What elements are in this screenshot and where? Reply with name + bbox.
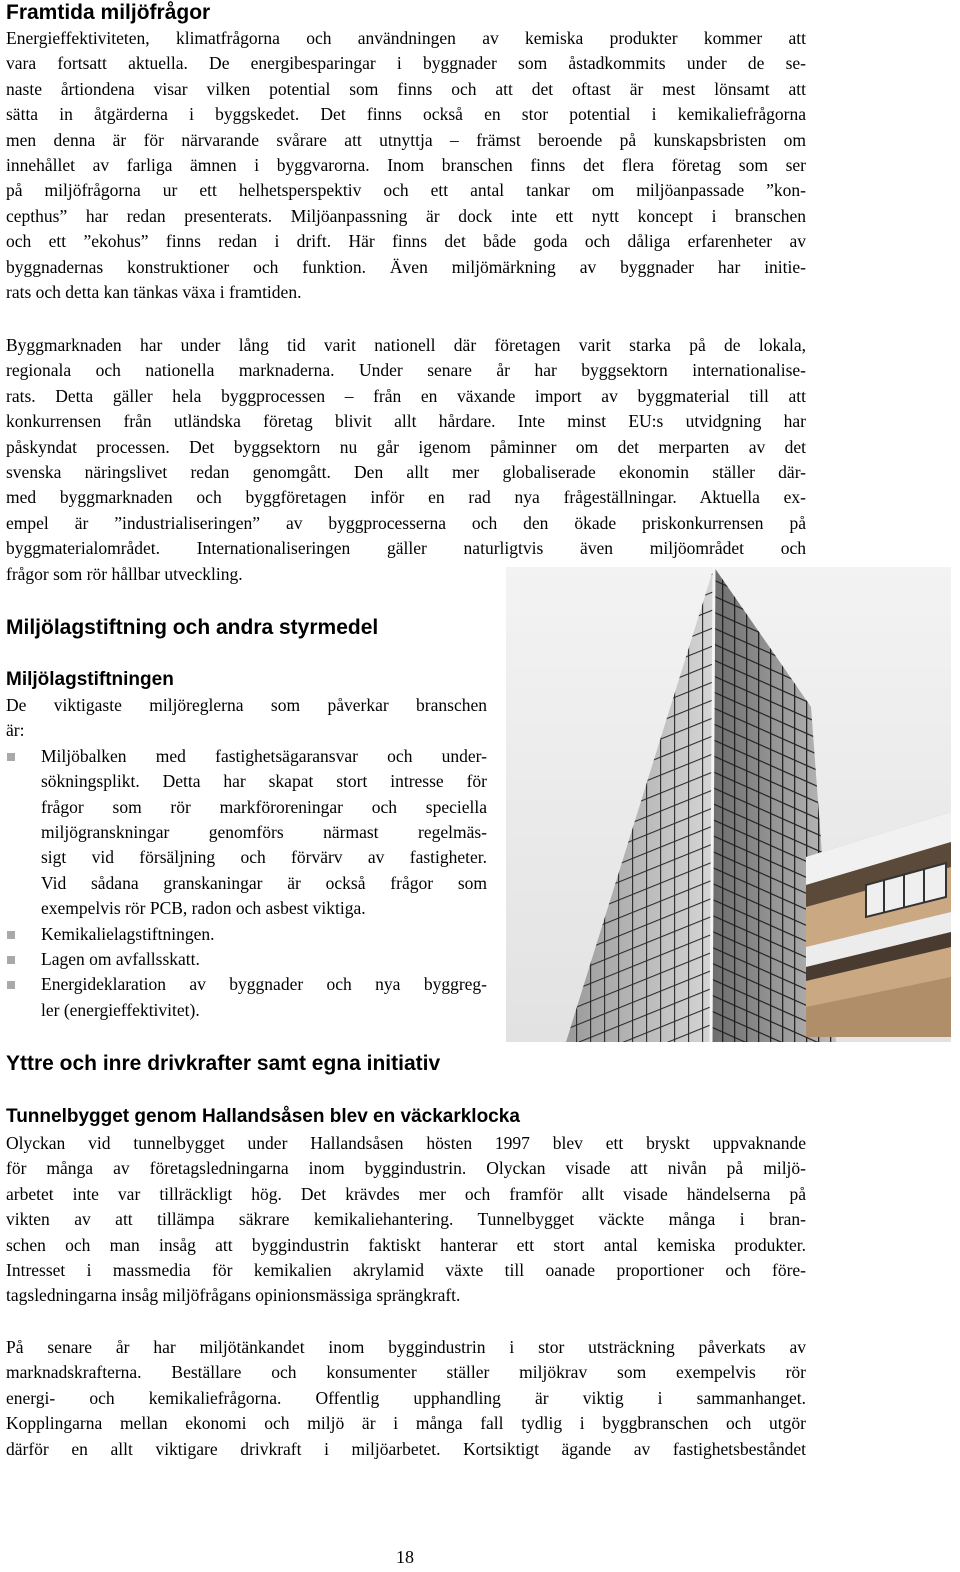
text-line: sigt vid försäljning och förvärv av fastigheter. bbox=[41, 847, 487, 868]
list-item bbox=[6, 972, 487, 1023]
text-line: och ett ”ekohus” finns redan i drift. Här finns det både goda och dåliga erfarenheter av bbox=[6, 231, 806, 252]
text-line: regionala och nationella marknaderna. Under senare år har byggsektorn internationalise- bbox=[6, 360, 806, 381]
square-bullet-icon bbox=[7, 981, 15, 989]
regulation-list bbox=[6, 744, 487, 1023]
text-line: rats. Detta gäller hela byggprocessen – från en växande import av byggmaterial till att bbox=[6, 385, 806, 406]
text-line: Byggmarknaden har under lång tid varit nationell där företagen varit starka på de lokala, bbox=[6, 335, 806, 355]
text-line: Energieffektiviteten, klimatfrågorna och användningen av kemiska produkter kommer att bbox=[6, 28, 806, 48]
heading-drivkrafter: Yttre och inre drivkrafter samt egna initiativ bbox=[6, 1052, 441, 1075]
text-line: Kemikalielagstiftningen. bbox=[41, 923, 215, 944]
text-line: Miljöbalken med fastighetsägaransvar och under- bbox=[41, 745, 487, 766]
text-line: sökningsplikt. Detta har skapat stort intresse för bbox=[41, 771, 487, 792]
paragraph-drivkrafter-1 bbox=[6, 1131, 806, 1309]
text-line: frågor som rör hållbar utveckling. bbox=[6, 563, 243, 584]
text-line: naste årtiondena visar vilken potential som finns och att det oftast är mest lönsamt att bbox=[6, 78, 806, 99]
subheading-miljolagstiftningen: Miljölagstiftningen bbox=[6, 669, 174, 690]
text-line: miljögranskningar genomförs närmast regelmäs- bbox=[41, 822, 487, 843]
text-line: rats och detta kan tänkas växa i framtiden. bbox=[6, 282, 302, 303]
text-line: byggnadernas konstruktioner och funktion. Även miljömärkning av byggnader har initie- bbox=[6, 256, 806, 277]
paragraph-drivkrafter-2 bbox=[6, 1335, 806, 1462]
text-line: byggmaterialområdet. Internationaliseringen gäller naturligtvis även miljöområdet och bbox=[6, 538, 806, 559]
text-line: svenska näringslivet redan genomgått. Den allt mer globaliserade ekonomin ställer där- bbox=[6, 462, 806, 483]
square-bullet-icon bbox=[7, 753, 15, 761]
text-line: sätta in åtgärderna i byggskedet. Det finns också en stor potential i kemikaliefrågorna bbox=[6, 104, 806, 125]
text-line: Intresset i massmedia för kemikalien akrylamid växte till oanade proportioner och före- bbox=[6, 1260, 806, 1281]
text-line: innehållet av farliga ämnen i byggvarorna. Inom branschen finns det flera företag som ser bbox=[6, 155, 806, 176]
subheading-tunnelbygget: Tunnelbygget genom Hallandsåsen blev en väckarklocka bbox=[6, 1106, 520, 1127]
text-line: arbetet inte var tillräckligt hög. Det krävdes mer och framför allt visade händelserna på bbox=[6, 1183, 806, 1204]
text-line: Energideklaration av byggnader och nya byggreg- bbox=[41, 974, 487, 995]
text-line: är: bbox=[6, 720, 25, 741]
text-line: för många av företagsledningarna inom byggindustrin. Olyckan visade att nivån på miljö- bbox=[6, 1158, 806, 1179]
list-item bbox=[6, 922, 487, 947]
text-line: schen och man insåg att byggindustrin faktiskt hanterar ett stort antal kemiska produkter. bbox=[6, 1234, 806, 1255]
text-line: vara fortsatt aktuella. De energibesparingar i byggnader som åstadkommits under de se- bbox=[6, 53, 806, 74]
text-line: energi- och kemikaliefrågorna. Offentlig upphandling är viktig i sammanhanget. bbox=[6, 1387, 806, 1408]
heading-framtida: Framtida miljöfrågor bbox=[6, 1, 211, 24]
paragraph-framtida-2 bbox=[6, 333, 806, 587]
text-line: ler (energieffektivitet). bbox=[41, 999, 200, 1020]
heading-miljolagstiftning: Miljölagstiftning och andra styrmedel bbox=[6, 616, 379, 639]
paragraph-framtida-1 bbox=[6, 26, 806, 305]
paragraph-miljolag bbox=[6, 693, 487, 1023]
text-line: De viktigaste miljöreglerna som påverkar branschen bbox=[6, 695, 487, 715]
text-line: men denna är för närvarande svårare att utnyttja – främst beroende på kunskapsbristen om bbox=[6, 129, 806, 150]
text-line: cepthus” har redan presenterats. Miljöanpassning är dock inte ett nytt koncept i branschen bbox=[6, 205, 806, 226]
text-line: påskyndat processen. Det byggsektorn nu går igenom påminner om det merparten av det bbox=[6, 436, 806, 457]
text-line: vikten av att tillämpa säkrare kemikaliehantering. Tunnelbygget väckte många i bran- bbox=[6, 1209, 806, 1230]
text-line: därför en allt viktigare drivkraft i miljöarbetet. Kortsiktigt ägande av fastighetsbeståndet bbox=[6, 1438, 806, 1459]
text-line: Vid sådana granskaningar är också frågor som bbox=[41, 872, 487, 893]
square-bullet-icon bbox=[7, 956, 15, 964]
text-line: Olyckan vid tunnelbygget under Hallandsåsen hösten 1997 blev ett bryskt uppvaknande bbox=[6, 1133, 806, 1153]
text-line: frågor som rör markföroreningar och speciella bbox=[41, 796, 487, 817]
text-line: på miljöfrågorna ur ett helhetsperspektiv och ett antal tankar om miljöanpassade ”kon- bbox=[6, 180, 806, 201]
text-line: empel är ”industrialiseringen” av byggprocesserna och den ökade priskonkurrensen på bbox=[6, 512, 806, 533]
list-item bbox=[6, 947, 487, 972]
text-line: konkurrensen från utländska företag blivit allt hårdare. Inte minst EU:s utvidgning har bbox=[6, 411, 806, 432]
text-line: exempelvis rör PCB, radon och asbest viktiga. bbox=[41, 898, 366, 919]
text-line: Kopplingarna mellan ekonomi och miljö är i många fall tydlig i byggbranschen och utgör bbox=[6, 1413, 806, 1434]
text-line: På senare år har miljötänkandet inom byggindustrin i stor utsträckning påverkats av bbox=[6, 1337, 806, 1357]
page-number: 18 bbox=[396, 1547, 414, 1567]
text-line: tagsledningarna insåg miljöfrågans opinionsmässiga sprängkraft. bbox=[6, 1285, 461, 1306]
text-line: Lagen om avfallsskatt. bbox=[41, 949, 200, 970]
text-line: marknadskrafterna. Beställare och konsumenter ställer miljökrav som exempelvis rör bbox=[6, 1362, 806, 1383]
text-line: med byggmarknaden och byggföretagen inför en rad nya frågeställningar. Aktuella ex- bbox=[6, 487, 806, 508]
list-item bbox=[6, 744, 487, 922]
square-bullet-icon bbox=[7, 931, 15, 939]
building-photo bbox=[506, 567, 951, 1042]
